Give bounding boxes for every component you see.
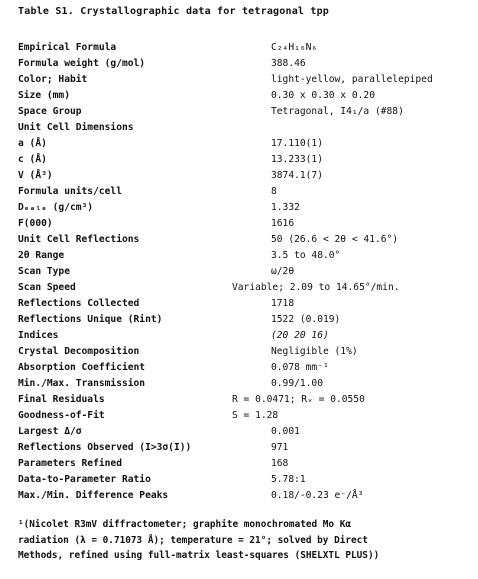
row-label: Unit Cell Dimensions <box>18 122 134 133</box>
row-label: Formula units/cell <box>18 186 122 197</box>
row-label: 2θ Range <box>18 250 65 261</box>
table-row-v <box>18 168 473 184</box>
row-label: Crystal Decomposition <box>18 346 140 357</box>
row-value: ω/2θ <box>271 266 295 277</box>
row-label: Scan Speed <box>18 282 76 293</box>
row-value: 0.078 mm⁻¹ <box>271 362 329 373</box>
row-label: Reflections Observed (I>3σ(I)) <box>18 442 192 453</box>
table-row-reflections-observed <box>18 440 473 456</box>
row-label: Scan Type <box>18 266 70 277</box>
row-label: Dₑₐₗₑ (g/cm³) <box>18 202 94 213</box>
crystallographic-data-table <box>18 40 473 504</box>
row-value: 971 <box>271 442 289 453</box>
row-value: 168 <box>271 458 289 469</box>
row-label: Unit Cell Reflections <box>18 234 140 245</box>
row-label: Max./Min. Difference Peaks <box>18 490 169 501</box>
row-value: 1522 (0.019) <box>271 314 341 325</box>
table-row-parameters-refined <box>18 456 473 472</box>
table-row-final-residuals <box>18 392 473 408</box>
row-value: light-yellow, parallelepiped <box>271 74 433 85</box>
table-row-a <box>18 136 473 152</box>
row-label: Data-to-Parameter Ratio <box>18 474 151 485</box>
table-row-transmission <box>18 376 473 392</box>
table-row-scan-type <box>18 264 473 280</box>
row-label: Indices <box>18 330 59 341</box>
table-row-largest-shift <box>18 424 473 440</box>
row-label: Parameters Refined <box>18 458 122 469</box>
table-row-unit-cell-reflections <box>18 232 473 248</box>
table-row-d-calc <box>18 200 473 216</box>
footnote-line: radiation (λ = 0.71073 Å); temperature = 21°; solved by Direct <box>18 534 368 546</box>
row-label: Reflections Collected <box>18 298 140 309</box>
table-row-data-parameter-ratio <box>18 472 473 488</box>
row-label: V (Å³) <box>18 170 53 181</box>
table-row-f000 <box>18 216 473 232</box>
row-value: 3874.1(7) <box>271 170 323 181</box>
row-label: Color; Habit <box>18 74 88 85</box>
row-value: 1718 <box>271 298 295 309</box>
row-value: 17.110(1) <box>271 138 323 149</box>
row-label: Reflections Unique (Rint) <box>18 314 163 325</box>
row-label: Formula weight (g/mol) <box>18 58 146 69</box>
row-value: Tetragonal, I4₁/a (#88) <box>271 106 404 117</box>
row-label: Size (mm) <box>18 90 70 101</box>
footnote-line: ¹(Nicolet R3mV diffractometer; graphite monochromated Mo Kα <box>18 519 352 530</box>
row-value: C₂₄H₁₆N₆ <box>271 42 318 53</box>
table-row-crystal-decomposition <box>18 344 473 360</box>
row-label: Space Group <box>18 106 82 117</box>
row-value: 1.332 <box>271 202 300 213</box>
table-row-formula-units <box>18 184 473 200</box>
table-row-indices <box>18 328 473 344</box>
table-row-reflections-collected <box>18 296 473 312</box>
row-value: 0.30 x 0.30 x 0.20 <box>271 90 375 101</box>
row-label: Min./Max. Transmission <box>18 378 146 389</box>
row-value: 0.99/1.00 <box>271 378 323 389</box>
row-value: 50 (26.6 < 2θ < 41.6°) <box>271 234 399 245</box>
row-value: 0.18/-0.23 e⁻/Å³ <box>271 490 364 501</box>
table-row-space-group <box>18 104 473 120</box>
row-label: Absorption Coefficient <box>18 362 146 373</box>
row-value: (20 20 16) <box>271 330 329 341</box>
table-row-scan-speed <box>18 280 473 296</box>
row-value: 1616 <box>271 218 295 229</box>
table-row-goodness-of-fit <box>18 408 473 424</box>
row-label: Largest Δ/σ <box>18 426 82 437</box>
table-footnote <box>18 517 473 564</box>
row-value: 13.233(1) <box>271 154 323 165</box>
table-row-reflections-unique <box>18 312 473 328</box>
footnote-line: Methods, refined using full-matrix least-squares (SHELXTL PLUS)) <box>18 550 380 561</box>
table-title: Table S1. Crystallographic data for tetragonal tpp <box>18 6 330 17</box>
row-value: 3.5 to 48.0° <box>271 250 341 261</box>
row-label: F(000) <box>18 218 53 229</box>
table-row-empirical-formula <box>18 40 473 56</box>
row-value: Variable; 2.09 to 14.65°/min. <box>232 282 400 293</box>
row-value: S = 1.28 <box>232 410 279 421</box>
row-value: 0.001 <box>271 426 300 437</box>
row-value: Negligible (1%) <box>271 346 358 357</box>
row-label: a (Å) <box>18 138 47 149</box>
table-row-size <box>18 88 473 104</box>
row-value: R = 0.0471; Rᵥ = 0.0550 <box>232 394 365 405</box>
row-value: 8 <box>271 186 277 197</box>
table-row-2theta-range <box>18 248 473 264</box>
row-label: Final Residuals <box>18 394 105 405</box>
row-label: c (Å) <box>18 154 47 165</box>
row-label: Empirical Formula <box>18 42 117 53</box>
row-value: 5.78:1 <box>271 474 306 485</box>
table-row-c <box>18 152 473 168</box>
table-row-unit-cell-dimensions <box>18 120 473 136</box>
table-row-formula-weight <box>18 56 473 72</box>
table-row-absorption-coefficient <box>18 360 473 376</box>
row-label: Goodness-of-Fit <box>18 410 105 421</box>
row-value: 388.46 <box>271 58 306 69</box>
table-row-color-habit <box>18 72 473 88</box>
table-row-difference-peaks <box>18 488 473 504</box>
